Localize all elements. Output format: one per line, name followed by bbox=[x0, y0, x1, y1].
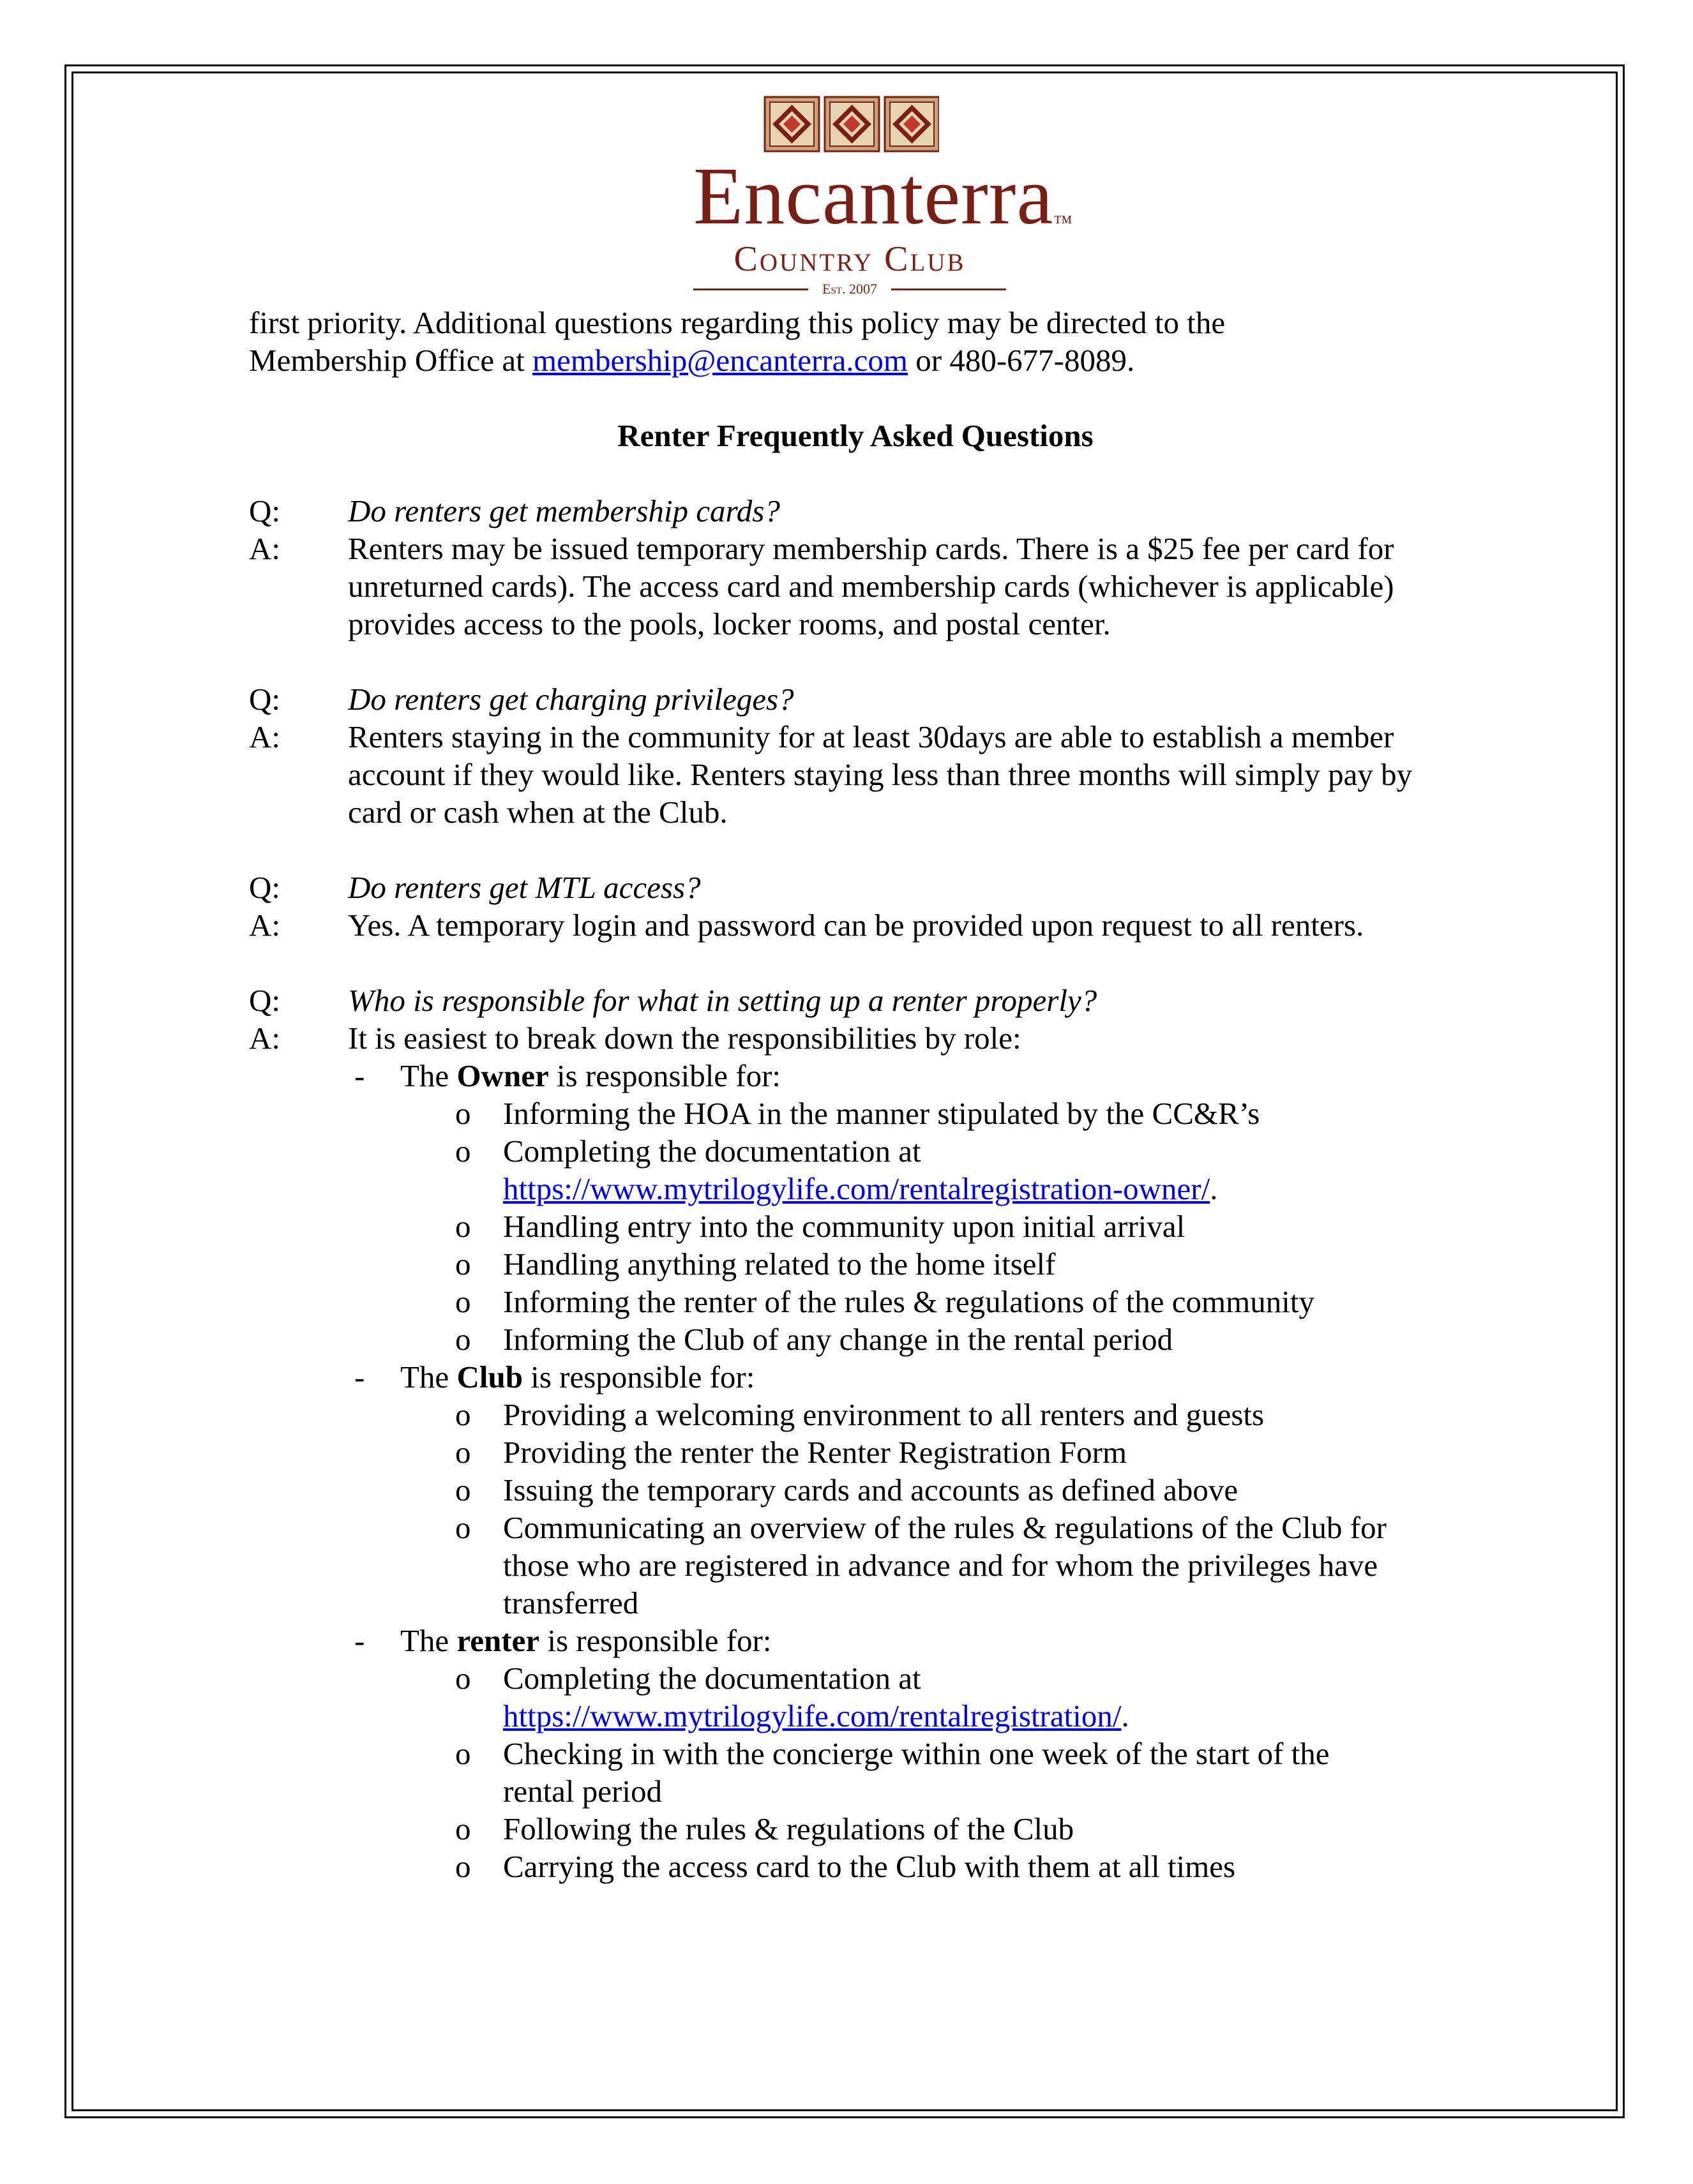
q-tag: Q: bbox=[249, 682, 280, 717]
q-tag: Q: bbox=[249, 983, 280, 1018]
faq-question-3 bbox=[249, 869, 1462, 906]
question-text: Do renters get MTL access? bbox=[348, 870, 701, 905]
item-text: Carrying the access card to the Club with them at all times bbox=[503, 1849, 1236, 1884]
answer-text: Renters staying in the community for at least 30days are able to establish a member account if they would like. Renters staying less than three months will simply pay by card or cash when at the Club. bbox=[348, 719, 1413, 830]
dash-bullet: - bbox=[354, 1359, 365, 1395]
circle-bullet: o bbox=[455, 1096, 471, 1131]
role-prefix: The bbox=[400, 1359, 457, 1395]
document-body bbox=[249, 304, 1462, 1885]
role-owner bbox=[249, 1057, 1462, 1095]
circle-bullet: o bbox=[455, 1811, 471, 1846]
answer-text: Yes. A temporary login and password can be provided upon request to all renters. bbox=[348, 908, 1364, 943]
owner-item-2 bbox=[249, 1132, 1462, 1208]
owner-item-5 bbox=[249, 1283, 1462, 1320]
item-text: Checking in with the concierge within one week of the start of the rental period bbox=[503, 1736, 1330, 1809]
faq-answer-3 bbox=[249, 906, 1462, 944]
faq-question-2 bbox=[249, 680, 1462, 718]
circle-bullet: o bbox=[455, 1209, 471, 1244]
owner-item-3 bbox=[249, 1208, 1462, 1245]
role-name: renter bbox=[456, 1623, 540, 1658]
renter-item-1 bbox=[249, 1659, 1462, 1735]
circle-bullet: o bbox=[455, 1246, 471, 1282]
item-text: Providing the renter the Renter Registration Form bbox=[503, 1435, 1127, 1470]
item-text: Following the rules & regulations of the Club bbox=[503, 1811, 1074, 1846]
club-logo bbox=[693, 96, 1073, 297]
role-club bbox=[249, 1358, 1462, 1396]
item-text: Providing a welcoming environment to all renters and guests bbox=[503, 1397, 1265, 1432]
role-suffix: is responsible for: bbox=[548, 1058, 781, 1093]
club-item-3 bbox=[249, 1471, 1462, 1509]
a-tag: A: bbox=[249, 908, 280, 943]
role-suffix: is responsible for: bbox=[539, 1623, 772, 1658]
circle-bullet: o bbox=[455, 1133, 471, 1169]
renter-item-2 bbox=[249, 1735, 1462, 1810]
owner-item-1 bbox=[249, 1095, 1462, 1132]
item-text: Informing the Club of any change in the rental period bbox=[503, 1322, 1173, 1357]
intro-paragraph bbox=[249, 304, 1462, 379]
logo-trademark: ™ bbox=[1053, 212, 1073, 233]
dash-bullet: - bbox=[354, 1058, 365, 1093]
owner-item-6 bbox=[249, 1320, 1462, 1358]
logo-est-row bbox=[693, 281, 1006, 297]
intro-line-2-suffix: or 480-677-8089. bbox=[908, 343, 1135, 378]
club-item-4 bbox=[249, 1509, 1462, 1622]
faq-heading: Renter Frequently Asked Questions bbox=[617, 418, 1094, 453]
membership-email-link[interactable]: membership@encanterra.com bbox=[532, 343, 908, 378]
circle-bullet: o bbox=[455, 1322, 471, 1357]
circle-bullet: o bbox=[455, 1397, 471, 1432]
logo-name: Encanterra bbox=[693, 151, 1054, 241]
a-tag: A: bbox=[249, 531, 280, 566]
owner-item-4 bbox=[249, 1245, 1462, 1283]
faq-answer-2 bbox=[249, 718, 1462, 831]
item-end: . bbox=[1121, 1698, 1129, 1733]
circle-bullet: o bbox=[455, 1435, 471, 1470]
role-prefix: The bbox=[400, 1623, 457, 1658]
circle-bullet: o bbox=[455, 1284, 471, 1319]
dash-bullet: - bbox=[354, 1623, 365, 1658]
role-name: Owner bbox=[456, 1058, 549, 1093]
circle-bullet: o bbox=[455, 1736, 471, 1771]
role-renter bbox=[249, 1622, 1462, 1659]
renter-item-3 bbox=[249, 1810, 1462, 1848]
faq-answer-4 bbox=[249, 1019, 1462, 1057]
question-text: Do renters get charging privileges? bbox=[348, 682, 794, 717]
renter-registration-link[interactable]: https://www.mytrilogylife.com/rentalregistration/ bbox=[503, 1698, 1122, 1733]
intro-line-2-prefix: Membership Office at bbox=[249, 343, 533, 378]
logo-subtitle: Country Club bbox=[734, 239, 966, 279]
role-suffix: is responsible for: bbox=[522, 1359, 755, 1395]
renter-item-4 bbox=[249, 1848, 1462, 1885]
logo-rule-right bbox=[891, 288, 1006, 290]
logo-rule-left bbox=[693, 288, 808, 290]
a-tag: A: bbox=[249, 719, 280, 754]
faq-question-4 bbox=[249, 982, 1462, 1019]
role-prefix: The bbox=[400, 1058, 457, 1093]
circle-bullet: o bbox=[455, 1472, 471, 1507]
item-text: Handling anything related to the home itself bbox=[503, 1246, 1056, 1282]
answer-text: It is easiest to break down the responsibilities by role: bbox=[348, 1021, 1021, 1056]
answer-text: Renters may be issued temporary membership cards. There is a $25 fee per card for unreturned cards). The access card and membership cards (whichever is applicable) provides access to the pools, locker rooms, and postal center. bbox=[348, 531, 1394, 641]
item-text: Completing the documentation at bbox=[503, 1133, 921, 1169]
question-text: Who is responsible for what in setting up a renter properly? bbox=[348, 983, 1097, 1018]
item-text: Handling entry into the community upon initial arrival bbox=[503, 1209, 1185, 1244]
owner-registration-link[interactable]: https://www.mytrilogylife.com/rentalregistration-owner/ bbox=[503, 1171, 1210, 1206]
q-tag: Q: bbox=[249, 493, 280, 528]
logo-tiles-icon bbox=[764, 96, 939, 154]
circle-bullet: o bbox=[455, 1661, 471, 1696]
intro-line-1: first priority. Additional questions regarding this policy may be directed to the bbox=[249, 305, 1226, 340]
role-name: Club bbox=[456, 1359, 523, 1395]
circle-bullet: o bbox=[455, 1849, 471, 1884]
item-text: Informing the HOA in the manner stipulated by the CC&R’s bbox=[503, 1096, 1260, 1131]
club-item-2 bbox=[249, 1433, 1462, 1471]
item-end: . bbox=[1210, 1171, 1218, 1206]
club-item-1 bbox=[249, 1396, 1462, 1433]
item-text: Issuing the temporary cards and accounts as defined above bbox=[503, 1472, 1238, 1507]
faq-answer-1 bbox=[249, 530, 1462, 643]
logo-established: Est. 2007 bbox=[822, 281, 877, 297]
a-tag: A: bbox=[249, 1021, 280, 1056]
question-text: Do renters get membership cards? bbox=[348, 493, 780, 528]
logo-wordmark bbox=[693, 151, 1073, 241]
item-text: Completing the documentation at bbox=[503, 1661, 921, 1696]
faq-question-1 bbox=[249, 492, 1462, 530]
item-text: Informing the renter of the rules & regulations of the community bbox=[503, 1284, 1314, 1319]
q-tag: Q: bbox=[249, 870, 280, 905]
item-text: Communicating an overview of the rules & regulations of the Club for those who are registered in advance and for whom the privileges have transferred bbox=[503, 1510, 1387, 1620]
circle-bullet: o bbox=[455, 1510, 471, 1545]
